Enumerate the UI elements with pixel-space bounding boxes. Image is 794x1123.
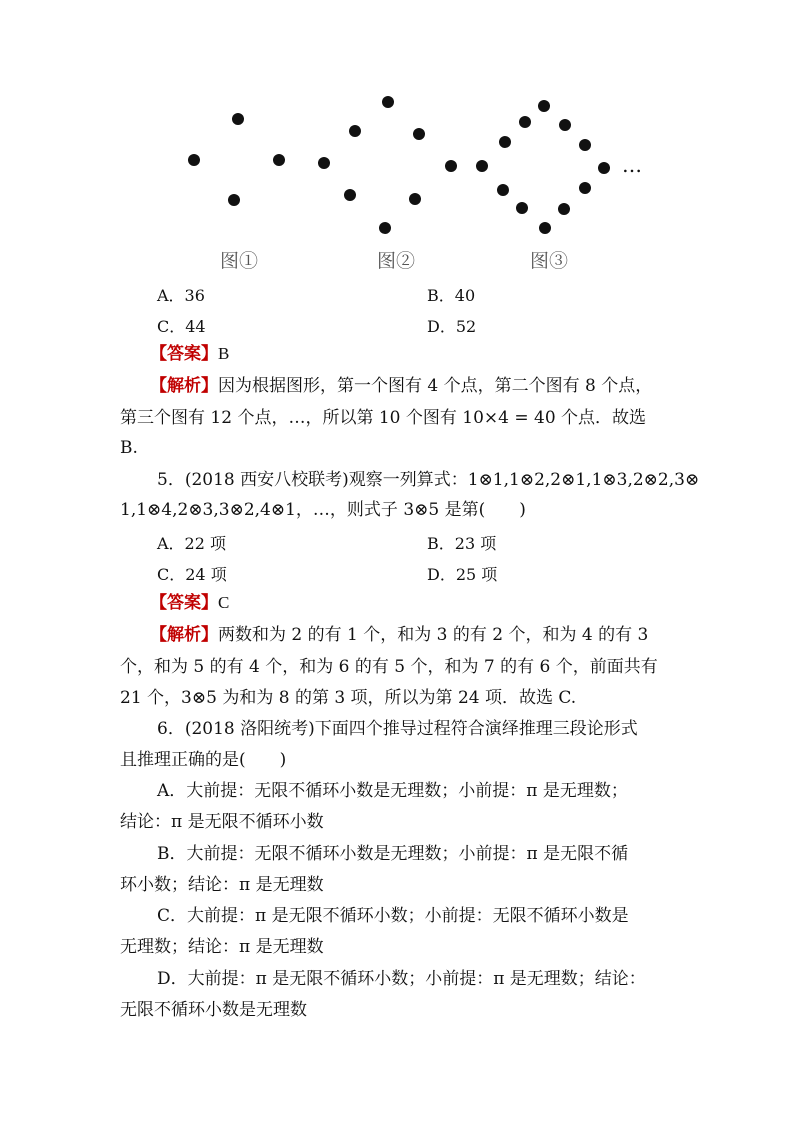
figure-ellipsis: … xyxy=(622,153,642,177)
figure-label-1: 图① xyxy=(220,250,259,272)
figure-1-dots xyxy=(188,113,285,206)
q5-option-a: A．22 项 xyxy=(157,534,227,553)
q4-answer xyxy=(150,344,710,364)
q4-option-b: B．40 xyxy=(427,286,476,305)
dot xyxy=(499,136,511,148)
q4-analysis-line-2: 第三个图有 12 个点，…，所以第 10 个图有 10×4 = 40 个点．故选 xyxy=(120,408,647,428)
dot xyxy=(232,113,244,125)
dot xyxy=(579,139,591,151)
q4-analysis-line-3: B. xyxy=(120,438,138,458)
dot xyxy=(539,222,551,234)
q5-question-line-2: 1,1⊗4,2⊗3,3⊗2,4⊗1，…，则式子 3⊗5 是第( ) xyxy=(120,500,526,520)
q5-analysis-line-2: 个，和为 5 的有 4 个，和为 6 的有 5 个，和为 7 的有 6 个，前面共有 xyxy=(120,657,658,677)
dot xyxy=(413,128,425,140)
dot xyxy=(188,154,200,166)
figure-3-dots xyxy=(476,100,610,234)
dot xyxy=(228,194,240,206)
q6-question-line-2: 且推理正确的是( ) xyxy=(120,750,287,770)
dot xyxy=(558,203,570,215)
figure-label-2: 图② xyxy=(377,250,416,272)
dot xyxy=(519,116,531,128)
dot xyxy=(476,160,488,172)
answer-value: C xyxy=(218,593,230,612)
dot xyxy=(318,157,330,169)
q6-option-c-line-2: 无理数；结论：π 是无理数 xyxy=(120,937,324,957)
analysis-text: 两数和为 2 的有 1 个，和为 3 的有 2 个，和为 4 的有 3 xyxy=(218,625,649,645)
q5-option-c: C．24 项 xyxy=(157,565,227,584)
dot xyxy=(344,189,356,201)
dot xyxy=(382,96,394,108)
q6-option-d-line-2: 无限不循环小数是无理数 xyxy=(120,1000,307,1020)
q4-option-a: A．36 xyxy=(157,286,205,305)
q4-option-d: D．52 xyxy=(427,317,477,336)
analysis-tag: 【解析】 xyxy=(150,625,218,645)
q6-option-d-line-1: D．大前提：π 是无限不循环小数；小前提：π 是无理数；结论： xyxy=(157,969,646,989)
q6-option-b-line-1: B．大前提：无限不循环小数是无理数；小前提：π 是无限不循 xyxy=(157,844,629,864)
answer-value: B xyxy=(218,344,230,363)
dot xyxy=(497,184,509,196)
q6-option-b-line-2: 环小数；结论：π 是无理数 xyxy=(120,875,324,895)
q5-analysis-line-1 xyxy=(150,625,710,645)
dot xyxy=(598,162,610,174)
q5-option-b: B．23 项 xyxy=(427,534,497,553)
dot xyxy=(559,119,571,131)
answer-tag: 【答案】 xyxy=(150,593,218,613)
figure-label-3: 图③ xyxy=(530,250,569,272)
dot xyxy=(379,222,391,234)
answer-tag: 【答案】 xyxy=(150,344,218,364)
q5-analysis-line-3: 21 个，3⊗5 为和为 8 的第 3 项，所以为第 24 项．故选 C. xyxy=(120,688,577,708)
analysis-tag: 【解析】 xyxy=(150,376,218,396)
q5-answer xyxy=(150,593,710,613)
dot xyxy=(538,100,550,112)
figure-2-dots xyxy=(318,96,457,234)
q5-option-d: D．25 项 xyxy=(427,565,498,584)
dot xyxy=(516,202,528,214)
dot xyxy=(445,160,457,172)
dot xyxy=(349,125,361,137)
q5-question-line-1: 5．(2018 西安八校联考)观察一列算式：1⊗1,1⊗2,2⊗1,1⊗3,2⊗2,3⊗ xyxy=(157,470,700,490)
dot xyxy=(409,193,421,205)
q4-option-c: C．44 xyxy=(157,317,206,336)
dot xyxy=(273,154,285,166)
q6-question-line-1: 6．(2018 洛阳统考)下面四个推导过程符合演绎推理三段论形式 xyxy=(157,719,638,739)
dot xyxy=(579,182,591,194)
analysis-text: 因为根据图形，第一个图有 4 个点，第二个图有 8 个点， xyxy=(218,376,653,396)
q6-option-c-line-1: C．大前提：π 是无限不循环小数；小前提：无限不循环小数是 xyxy=(157,906,629,926)
q6-option-a-line-2: 结论：π 是无限不循环小数 xyxy=(120,812,324,832)
q6-option-a-line-1: A．大前提：无限不循环小数是无理数；小前提：π 是无理数； xyxy=(157,781,628,801)
q4-analysis-line-1 xyxy=(150,376,710,396)
